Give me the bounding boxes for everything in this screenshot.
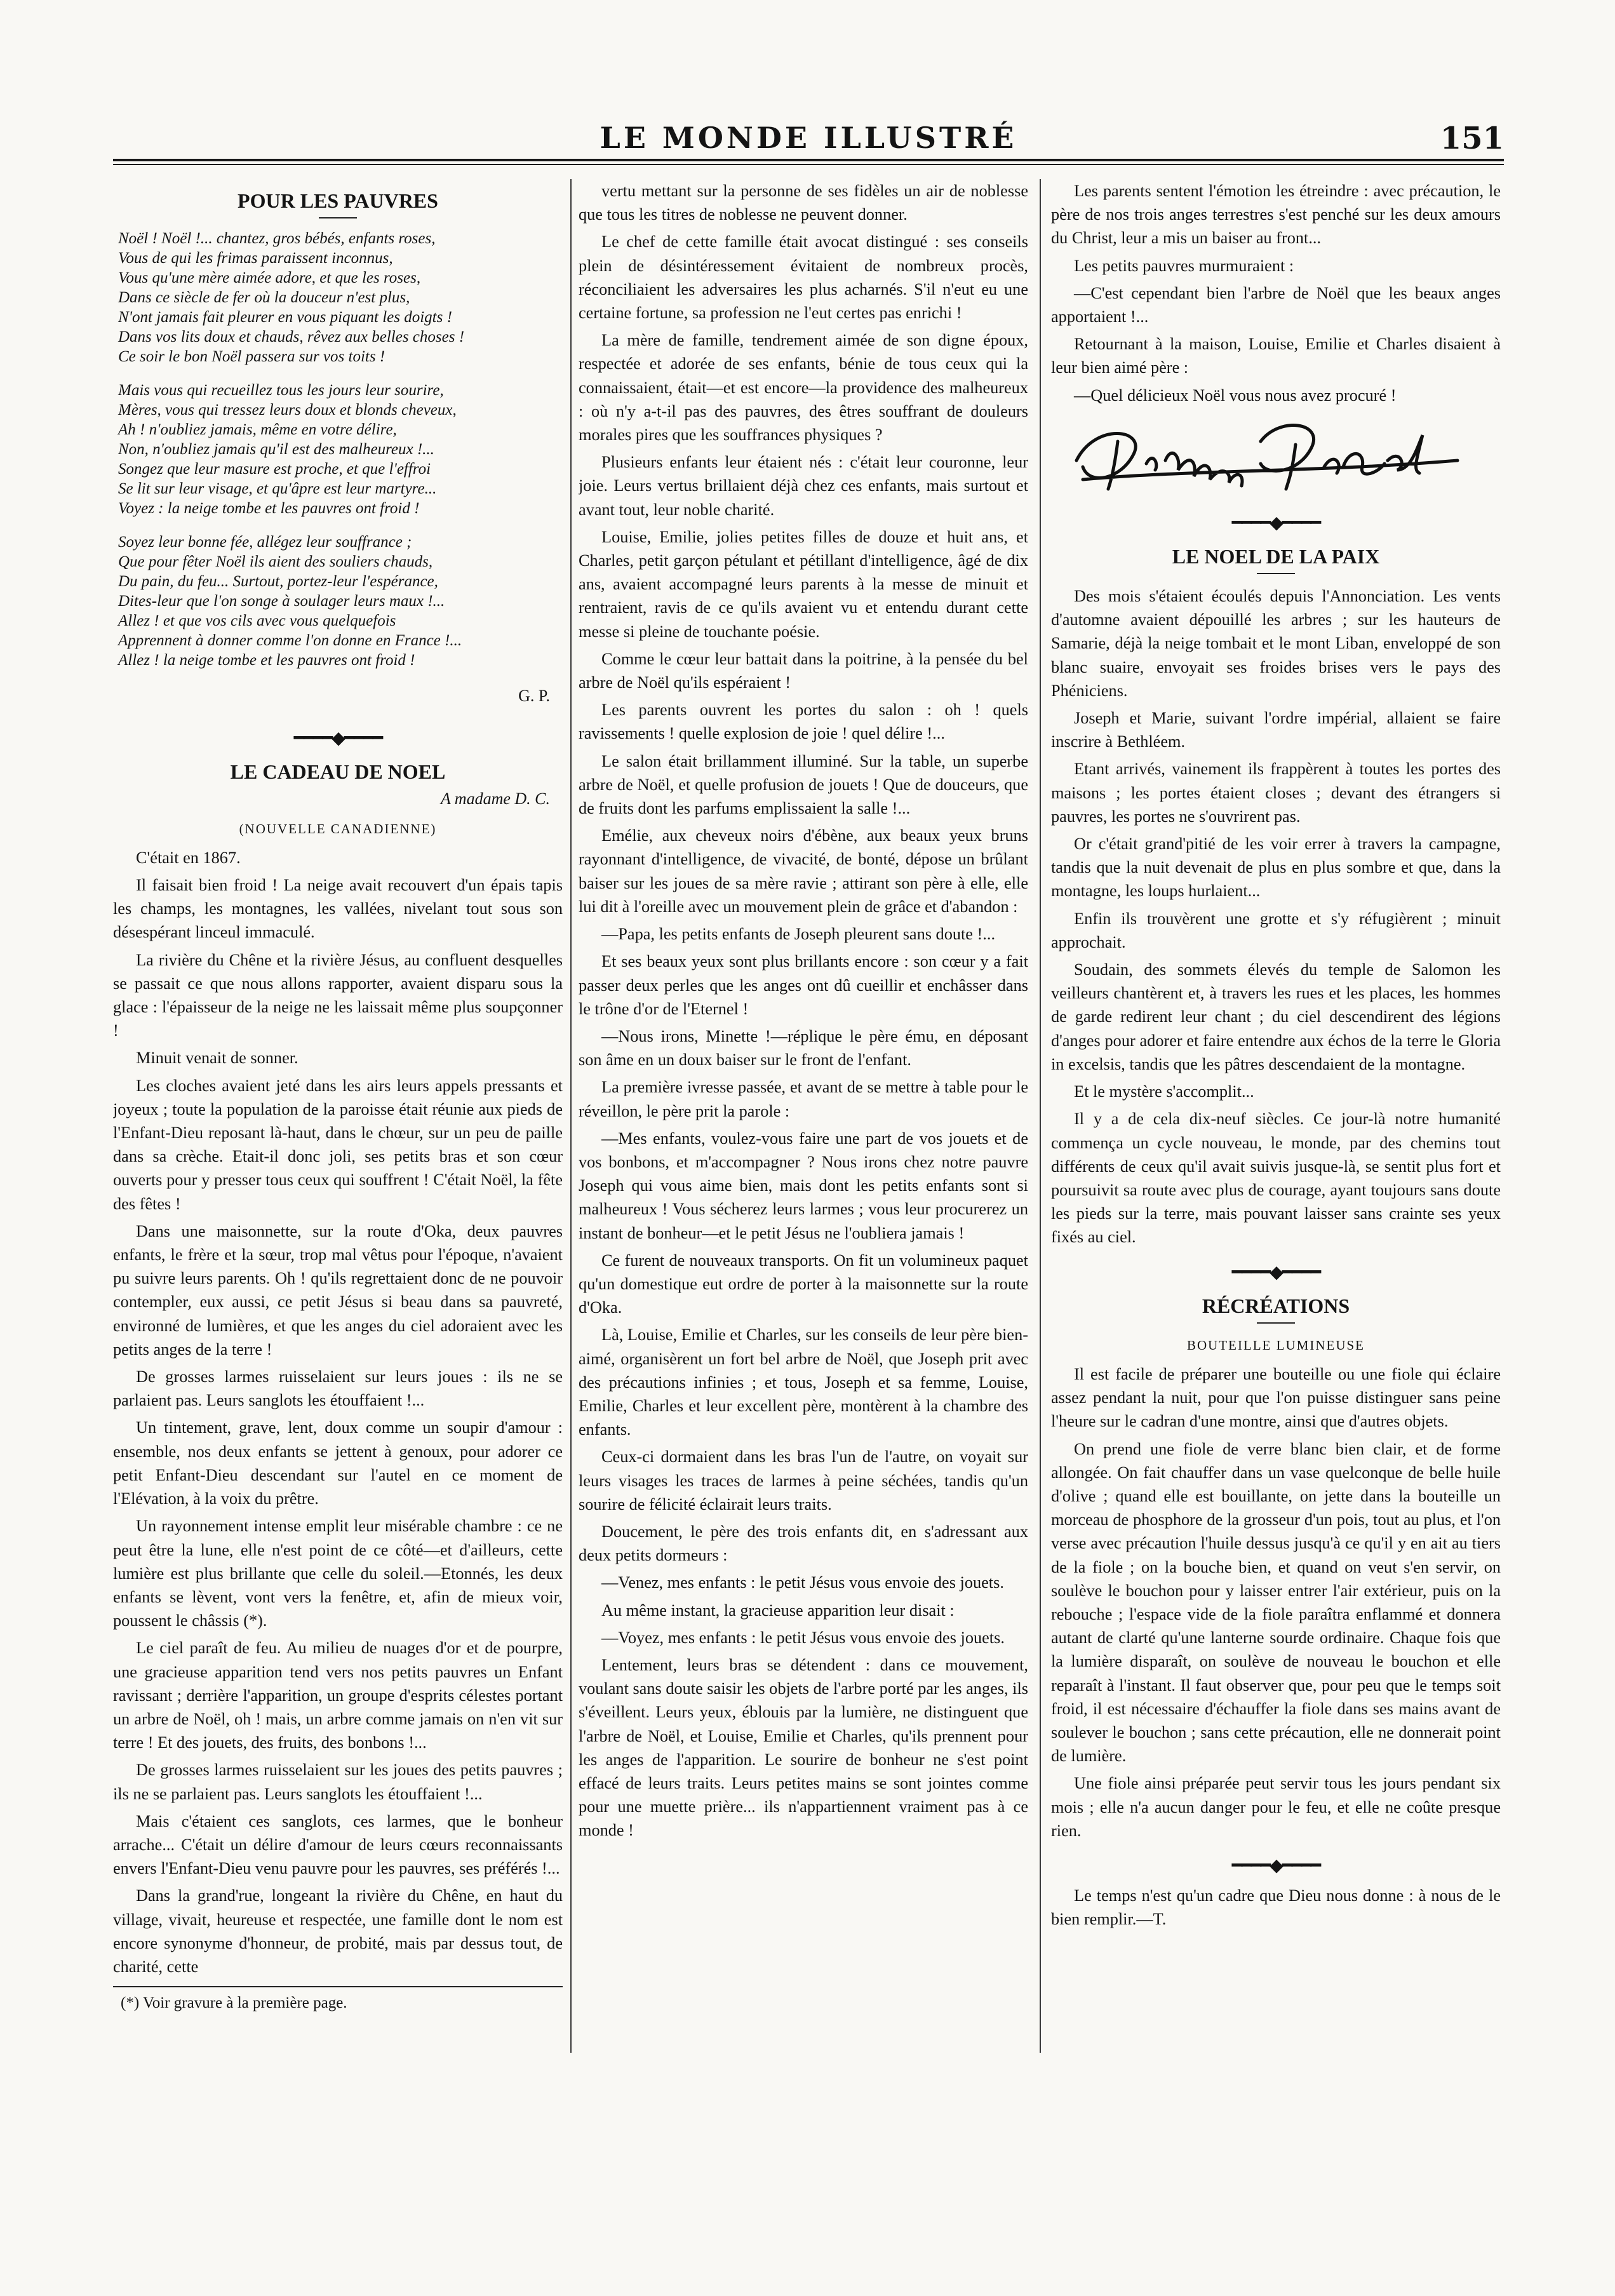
paragraph: Retournant à la maison, Louise, Emilie et Charles disaient à leur bien aimé père : [1051,335,1501,377]
poem-line: Dans vos lits doux et chauds, rêvez aux belles choses ! [118,328,465,346]
poem-line: Voyez : la neige tombe et les pauvres ont froid ! [118,500,420,517]
paragraph: Les parents sentent l'émotion les étreindre : avec précaution, le père de nos trois anges terrestres s'est penché sur les deux amours du Christ, leur a mis un baiser au front... [1051,182,1501,248]
poem-line: Du pain, du feu... Surtout, portez-leur l'espérance, [118,573,438,590]
poem-stanza [118,380,563,518]
poem-line: Dans ce siècle de fer où la douceur n'est plus, [118,289,410,306]
paragraph: Il faisait bien froid ! La neige avait recouvert d'un épais tapis les champs, les montagnes, les vallées, nivelant tout sous son désespérant linceul immaculé. [113,876,563,942]
paragraph: Une fiole ainsi préparée peut servir tous les jours pendant six mois ; elle n'a aucun danger pour le feu, et elle ne coûte presque rien. [1051,1774,1501,1840]
paix-title: LE NOEL DE LA PAIX [1172,545,1380,568]
poem-line: Noël ! Noël !... chantez, gros bébés, enfants roses, [118,230,436,247]
paragraph: Et ses beaux yeux sont plus brillants encore : son cœur y a fait passer deux perles que les anges ont dû cueillir et enchâsser dans le trône d'or de l'Eternel ! [579,952,1028,1018]
story-subtitle: (NOUVELLE CANADIENNE) [239,821,437,836]
paragraph: Mais c'étaient ces sanglots, ces larmes, que le bonheur arrache... C'était un délire d'amour de leurs cœurs reconnaissants envers l'Enfant-Dieu venu pauvre pour les pauvres, ses préférés !... [113,1811,563,1878]
column-rule-left [570,179,572,2053]
story-title: LE CADEAU DE NOEL [230,760,446,784]
paragraph: —Voyez, mes enfants : le petit Jésus vous envoie des jouets. [601,1628,1005,1647]
poem-line: Songez que leur masure est proche, et que l'effroi [118,460,431,478]
story-text-part-2 [579,179,1028,1843]
poem-line: Que pour fêter Noël ils aient des souliers chauds, [118,553,433,570]
paragraph: Les parents ouvrent les portes du salon : oh ! quels ravissements ! quelle explosion de joie ! quel délire !... [579,701,1028,743]
header-rule-thin [113,164,1504,165]
paragraph: Ce furent de nouveaux transports. On fit un volumineux paquet qu'un domestique eut ordre de porter à la maisonnette sur la route d'Oka. [579,1251,1028,1317]
paragraph: Louise, Emilie, jolies petites filles de douze et huit ans, et Charles, petit garçon pétulant et pétillant d'intelligence, âgé de dix ans, avaient accompagné leurs parents à la messe de minuit et rentraient, ravis de ce qu'ils avaient vu et entendu durant cette messe si pleine de touchante poésie. [579,527,1028,641]
paragraph: Il y a de cela dix-neuf siècles. Ce jour-là notre humanité commença un cycle nouveau, le monde, par des chemins tout différents de ceux qu'il avait suivis jusque-là, se sentit plus fort et poursuivit sa route avec plus de courage, ayant toujours sans doute les pieds sur la terre, mais pouvant laisser sans crainte ses yeux fixés au ciel. [1051,1110,1501,1247]
poem-line: N'ont jamais fait pleurer en vous piquant les doigts ! [118,309,452,326]
paragraph: La mère de famille, tendrement aimée de son digne époux, respectée et adorée de ses enfants, bénie de tous ceux qui la connaissaient, était—et est encore—la providence des malheureux : où n'y a-t-il pas des pauvres, des êtres souffrant de douleurs morales pires que les souffrances physiques ? [579,331,1028,445]
poem-stanza [118,229,563,366]
paragraph: Un rayonnement intense emplit leur misérable chambre : ce ne peut être la lune, elle n'est point de ce côté—et d'ailleurs, cette lumière est plus brillante que celle du soleil.—Etonnés, les deux enfants se lèvent, vont vers la fenêtre, et, afin de mieux voir, poussent le châssis (*). [113,1517,563,1630]
header-rule-thick [113,159,1504,161]
paragraph: La première ivresse passée, et avant de se mettre à table pour le réveillon, le père prit la parole : [579,1078,1028,1120]
poem-line: Mères, vous qui tressez leurs doux et blonds cheveux, [118,401,457,419]
paragraph: —Venez, mes enfants : le petit Jésus vous envoie des jouets. [601,1573,1004,1592]
poem-line: Allez ! la neige tombe et les pauvres ont froid ! [118,652,415,669]
paragraph: Etant arrivés, vainement ils frappèrent à toutes les portes des maisons ; les portes étaient closes ; devant des étrangers si pauvres, les portes ne s'ouvrirent pas. [1051,760,1501,826]
paragraph: La rivière du Chêne et la rivière Jésus, au confluent desquelles se passait ce que nous allons rapporter, avaient disparu sous la glace : l'épaisseur de la neige ne les laissait même plus soupçonner ! [113,950,563,1040]
poem-signature: G. P. [518,687,550,705]
paragraph: Doucement, le père des trois enfants dit, en s'adressant aux deux petits dormeurs : [579,1522,1028,1565]
paragraph: —Papa, les petits enfants de Joseph pleurent sans doute !... [601,925,996,944]
paragraph: On prend une fiole de verre blanc bien clair, et de forme allongée. On fait chauffer dans un vase quelconque de belle huile d'olive ; quand elle est bouillante, on jette dans la bouteille un morceau de phosphore de la grosseur d'un pois, tout au plus, et l'on verse avec précaution l'huile dessus jusqu'à ce qu'il y en ait au tiers de la fiole ; on la bouche bien, et quand on veut s'en servir, on soulève le bouchon pour y laisser entrer l'air extérieur, puis on la rebouche ; l'espace vide de la fiole paraîtra enflammé et donnera autant de clarté qu'une lanterne sourde ordinaire. Chaque fois que la lumière disparaît, on soulève de nouveau le bouchon et elle reparaît à l'instant. Il faut observer que, pour peu que le temps soit froid, il est nécessaire d'échauffer la fiole dans ses mains avant de soulever le bouchon ; sans cette précaution, elle ne donnerait point de lumière. [1051,1439,1501,1766]
paragraph: Soudain, des sommets élevés du temple de Salomon les veilleurs chantèrent et, à travers les rues et les places, les hommes de garde redirent leur chant ; du ciel descendirent des légions d'anges pour adorer et faire entendre aux échos de la terre le Gloria in excelsis, tandis que les pâtres descendaient de la montagne. [1051,960,1501,1073]
paragraph: Lentement, leurs bras se détendent : dans ce mouvement, voulant sans doute saisir les objets de l'arbre porté par les anges, ils s'éveillent. Leurs yeux, éblouis par la lumière, ne distinguent que l'arbre de Noël, et Louise, Emilie et Charles, qu'ils prennent pour les anges de l'apparition. Le sourire de bonheur ne s'est point effacé de leurs traits. Leurs petites mains se sont jointes comme pour une muette prière... ils n'appartiennent vraiment pas à ce monde ! [579,1655,1028,1840]
paragraph: —Nous irons, Minette !—réplique le père ému, en déposant son âme en un doux baiser sur le front de l'enfant. [579,1026,1028,1070]
poem-line: Se lit sur leur visage, et qu'âpre est leur martyre... [118,480,437,497]
poem-line: Dites-leur que l'on songe à soulager leurs maux !... [118,593,445,610]
paragraph: —C'est cependant bien l'arbre de Noël que les beaux anges apportaient !... [1051,283,1501,326]
paragraph: Plusieurs enfants leur étaient nés : c'était leur couronne, leur joie. Leurs vertus brillaient déjà chez ces enfants, mais surtout et avant tout, leur noble charité. [579,453,1028,519]
paragraph: Les cloches avaient jeté dans les airs leurs appels pressants et joyeux ; toute la population de la paroisse était réunie aux pieds de l'Enfant-Dieu reposant là-haut, dans le chœur, sur un peu de paille dans sa crèche. Etait-il donc joli, ses petits bras et son cœur ouverts pour y presser tous ceux qui souffrent ! C'était Noël, la fête des fêtes ! [113,1076,563,1213]
closing-maxim: Le temps n'est qu'un cadre que Dieu nous donne : à nous de le bien remplir.—T. [1051,1886,1501,1929]
paragraph: Dans la grand'rue, longeant la rivière du Chêne, en haut du village, vivait, heureuse et respectée, une famille dont le nom est encore synonyme d'honneur, de probité, mais par dessus tout, de charité, cette [113,1886,563,1976]
paragraph: Là, Louise, Emilie et Charles, sur les conseils de leur père bien-aimé, organisèrent un fort bel arbre de Noël, que Joseph prit avec des précautions infinies ; et tous, Joseph et sa femme, Louise, Emilie, Charles et leur excellent père, montèrent à la chambre des enfants. [579,1326,1028,1439]
poem-line: Vous qu'une mère aimée adore, et que les roses, [118,269,421,286]
paragraph: —Mes enfants, voulez-vous faire une part de vos jouets et de vos bonbons, et m'accompagner ? Nous irons chez notre pauvre Joseph qui vous aime bien, mais dont les petits enfants sont si malheureux ! Vous sécherez leurs larmes ; vous leur procurerez un instant de bonheur—et le petit Jésus ne l'oubliera jamais ! [579,1129,1028,1242]
paragraph: Il est facile de préparer une bouteille ou une fiole qui éclaire assez pendant la nuit, pour que l'on puisse distinguer sans peine l'heure sur le cadran d'une montre, ainsi que d'autres objets. [1051,1364,1501,1431]
paragraph: vertu mettant sur la personne de ses fidèles un air de noblesse que tous les titres de noblesse ne peuvent donner. [579,182,1028,224]
column-2 [579,179,1028,2097]
paragraph: Minuit venait de sonner. [136,1049,298,1068]
poem-line: Apprennent à donner comme l'on donne en France !... [118,632,462,649]
recreations-subtitle: BOUTEILLE LUMINEUSE [1186,1337,1365,1353]
poem-line: Soyez leur bonne fée, allégez leur souffrance ; [118,534,412,551]
journal-title: LE MONDE ILLUSTRÉ [600,121,1017,155]
story-text-part-3 [1051,179,1501,407]
paragraph: Un tintement, grave, lent, doux comme un soupir d'amour : ensemble, nos deux enfants se jettent à genoux, pour adorer ce petit Enfant-Dieu descendant sur l'autel en ce moment de l'Elévation, à la voix du prêtre. [113,1418,563,1508]
recreations-text [1051,1362,1501,1843]
paragraph: Dans une maisonnette, sur la route d'Oka, deux pauvres enfants, le frère et la sœur, trop mal vêtus pour l'époque, n'avaient pu suivre leurs parents. Oh ! qu'ils regrettaient donc de ne pouvoir contempler, eux aussi, ce petit Jésus si beau dans sa pauvreté, environné de lumières, et que les anges du ciel adoraient avec les petits anges de la terre ! [113,1221,563,1359]
column-1 [113,179,563,2097]
poem-line: Ah ! n'oubliez jamais, même en votre délire, [118,421,397,438]
section-divider: ━━━━◆━━━━ [1231,513,1320,533]
paragraph: Des mois s'étaient écoulés depuis l'Annonciation. Les vents d'automne avaient dépouillé les arbres ; sur les hauteurs de Samarie, déjà la neige tombait et le mont Liban, enveloppé de son blanc suaire, envoyait ses froides brises vers le pays des Phéniciens. [1051,587,1501,700]
title-underline [319,217,357,218]
section-divider: ━━━━◆━━━━ [1231,1855,1320,1876]
poem-line: Vous de qui les frimas paraissent inconnus, [118,250,393,267]
paragraph: De grosses larmes ruisselaient sur les joues des petits pauvres ; ils ne se parlaient pas. Leurs sanglots les étouffaient !... [113,1761,563,1803]
poem-title: POUR LES PAUVRES [238,189,438,212]
section-divider: ━━━━◆━━━━ [1231,1262,1320,1282]
title-underline [1257,573,1295,574]
paragraph: Et le mystère s'accomplit... [1074,1082,1254,1101]
paragraph: Le chef de cette famille était avocat distingué : ses conseils plein de désintéressement évitaient de nombreux procès, réconciliaient les adversaires les plus acharnés. S'il n'eut eu une certaine fortune, sa profession ne l'eut certes pas enrichi ! [579,232,1028,323]
paragraph: —Quel délicieux Noël vous nous avez procuré ! [1074,386,1397,405]
paragraph: Or c'était grand'pitié de les voir errer à travers la campagne, tandis que la nuit devenait de plus en plus sombre et que, dans la montagne, les loups hurlaient... [1051,835,1501,901]
paragraph: Enfin ils trouvèrent une grotte et s'y réfugièrent ; minuit approchait. [1051,909,1501,951]
footnote: (*) Voir gravure à la première page. [113,1986,563,2015]
poem-line: Mais vous qui recueillez tous les jours leur sourire, [118,382,444,399]
paragraph: Joseph et Marie, suivant l'ordre impérial, allaient se faire inscrire à Bethléem. [1051,709,1501,751]
paragraph: Comme le cœur leur battait dans la poitrine, à la pensée du bel arbre de Noël qu'ils espéraient ! [579,649,1028,692]
page-number: 151 [1440,121,1504,156]
story-text-part-1 [113,846,563,1978]
poem-stanza [118,532,563,670]
paragraph: Ceux-ci dormaient dans les bras l'un de l'autre, on voyait sur leurs visages les traces de larmes à peine séchées, tandis qu'un sourire de félicité éclairait leurs traits. [579,1447,1028,1514]
paragraph: Emélie, aux cheveux noirs d'ébène, aux beaux yeux bruns rayonnant d'intelligence, de vivacité, de bonté, dépose un brûlant baiser sur les joues de sa mère ravie ; attirant son père à elle, elle lui dit à l'oreille avec un mouvement plein de grâce et d'abandon : [579,826,1028,916]
section-divider: ━━━━◆━━━━ [293,728,382,749]
paragraph: Au même instant, la gracieuse apparition leur disait : [601,1601,955,1620]
author-signature [1057,416,1470,499]
poem [113,229,563,670]
poem-line: Ce soir le bon Noël passera sur vos toits ! [118,348,385,365]
column-3 [1051,179,1501,2097]
paragraph: Les petits pauvres murmuraient : [1074,256,1294,275]
paragraph: Le ciel paraît de feu. Au milieu de nuages d'or et de pourpre, une gracieuse apparition tend vers nos petits pauvres un Enfant ravissant ; derrière l'apparition, un groupe d'esprits célestes portant un arbre de Noël, oh ! mais, un arbre comme jamais on n'en vit sur terre ! Et des jouets, des fruits, des bonbons !... [113,1639,563,1752]
paragraph: De grosses larmes ruisselaient sur leurs joues : ils ne se parlaient pas. Leurs sanglots les étouffaient !... [113,1367,563,1410]
paragraph: Le salon était brillamment illuminé. Sur la table, un superbe arbre de Noël, et quelle profusion de jouets ! Que de douceurs, que de fruits dont les parfums emplissaient la salle !... [579,751,1028,818]
poem-line: Allez ! et que vos cils avec vous quelquefois [118,612,396,629]
masthead [113,121,1504,159]
poem-line: Non, n'oubliez jamais qu'il est des malheureux !... [118,441,434,458]
paix-text [1051,584,1501,1249]
recreations-title: RÉCRÉATIONS [1202,1294,1350,1317]
title-underline [1257,1322,1295,1324]
column-rule-right [1040,179,1041,2053]
paragraph: C'était en 1867. [136,848,241,867]
story-dedication: A madame D. C. [440,789,550,809]
